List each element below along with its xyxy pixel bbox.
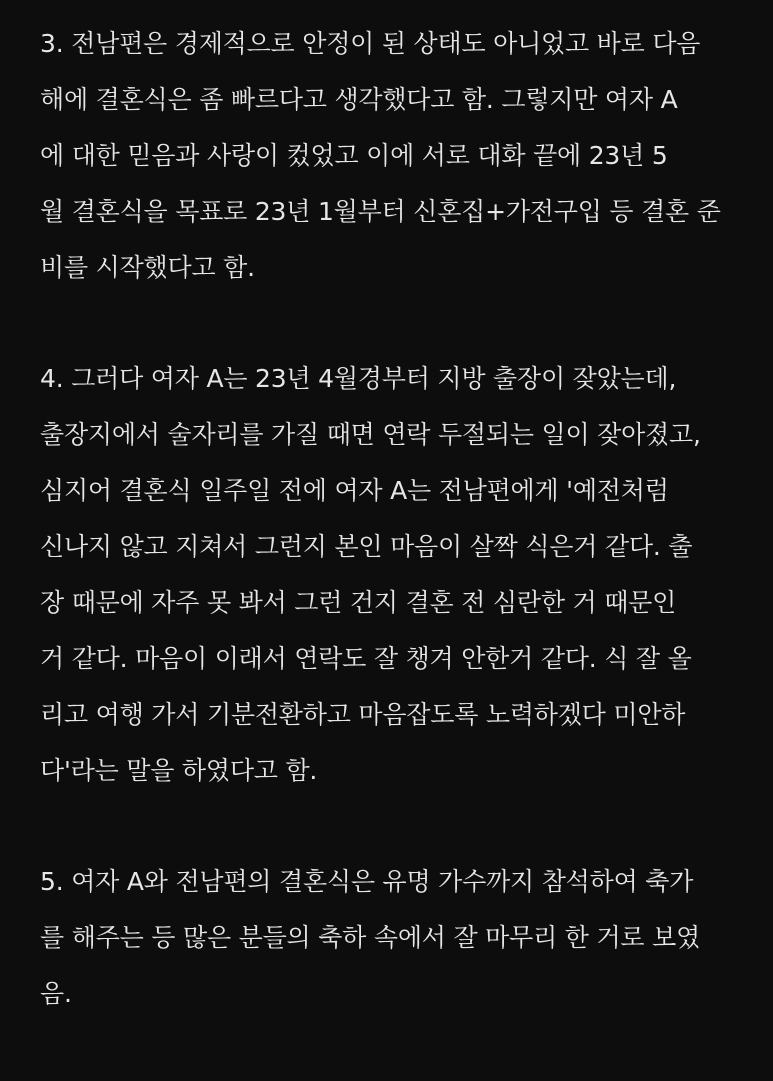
paragraph-5 (40, 854, 743, 1022)
text-line: 에 대한 믿음과 사랑이 컸었고 이에 서로 대화 끝에 23년 5 (40, 141, 668, 170)
text-line: 심지어 결혼식 일주일 전에 여자 A는 전남편에게 '예전처럼 (40, 476, 669, 505)
text-line: 신나지 않고 지쳐서 그런지 본인 마음이 살짝 식은거 같다. 출 (40, 532, 693, 561)
text-line: 월 결혼식을 목표로 23년 1월부터 신혼집+가전구입 등 결혼 준 (40, 197, 721, 226)
text-line: 음. (40, 979, 72, 1008)
text-line: 장 때문에 자주 못 봐서 그런 건지 결혼 전 심란한 거 때문인 (40, 588, 677, 617)
text-line: 5. 여자 A와 전남편의 결혼식은 유명 가수까지 참석하여 축가 (40, 867, 694, 896)
text-line: 비를 시작했다고 함. (40, 253, 255, 282)
text-line: 3. 전남편은 경제적으로 안정이 된 상태도 아니었고 바로 다음 (40, 29, 701, 58)
paragraph-spacer (40, 799, 743, 854)
text-line: 출장지에서 술자리를 가질 때면 연락 두절되는 일이 잦아졌고, (40, 420, 701, 449)
text-line: 다'라는 말을 하였다고 함. (40, 756, 318, 785)
paragraph-spacer (40, 296, 743, 351)
paragraph-3 (40, 16, 743, 296)
text-line: 해에 결혼식은 좀 빠르다고 생각했다고 함. 그렇지만 여자 A (40, 85, 678, 114)
text-line: 리고 여행 가서 기분전환하고 마음잡도록 노력하겠다 미안하 (40, 700, 686, 729)
paragraph-4 (40, 351, 743, 799)
text-line: 를 해주는 등 많은 분들의 축하 속에서 잘 마무리 한 거로 보였 (40, 923, 701, 952)
text-line: 거 같다. 마음이 이래서 연락도 잘 챙겨 안한거 같다. 식 잘 올 (40, 644, 692, 673)
text-line: 4. 그러다 여자 A는 23년 4월경부터 지방 출장이 잦았는데, (40, 364, 677, 393)
